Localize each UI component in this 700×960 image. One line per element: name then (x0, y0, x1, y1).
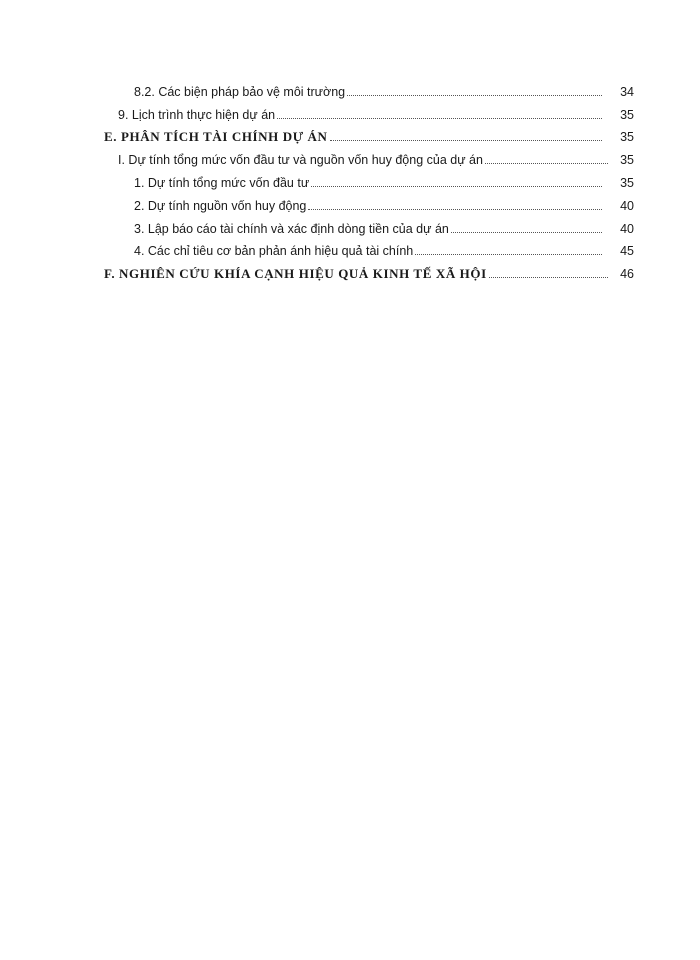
toc-entry-title: I. Dự tính tổng mức vốn đầu tư và nguồn vốn huy động của dự án (118, 153, 483, 168)
toc-entry[interactable] (0, 193, 700, 216)
toc-entry-title: 4. Các chỉ tiêu cơ bản phản ánh hiệu quả tài chính (134, 244, 414, 259)
toc-entry-title: 2. Dự tính nguồn vốn huy động (134, 198, 307, 213)
toc-leader-dots (308, 209, 602, 210)
toc-leader-dots (489, 277, 608, 278)
table-of-contents (0, 79, 700, 284)
toc-leader-dots (311, 186, 602, 187)
toc-entry-page: 46 (620, 267, 634, 282)
toc-entry-page: 35 (620, 175, 634, 190)
toc-entry[interactable] (0, 147, 700, 170)
toc-entry-page: 40 (620, 198, 634, 213)
toc-section-heading[interactable] (0, 125, 700, 148)
toc-entry-title: E. PHÂN TÍCH TÀI CHÍNH DỰ ÁN (104, 129, 328, 145)
toc-entry-page: 35 (620, 107, 634, 122)
toc-entry-page: 40 (620, 221, 634, 236)
toc-entry-title: 9. Lịch trình thực hiện dự án (118, 107, 276, 122)
toc-leader-dots (415, 254, 602, 255)
toc-entry-page: 35 (620, 130, 634, 145)
toc-entry-page: 35 (620, 153, 634, 168)
toc-entry[interactable] (0, 216, 700, 239)
toc-leader-dots (451, 232, 602, 233)
toc-entry[interactable] (0, 79, 700, 102)
toc-leader-dots (347, 95, 602, 96)
toc-entry[interactable] (0, 239, 700, 262)
toc-entry[interactable] (0, 102, 700, 125)
toc-entry-title: 1. Dự tính tổng mức vốn đầu tư (134, 175, 310, 190)
toc-entry-title: 3. Lập báo cáo tài chính và xác định dòng tiền của dự án (134, 221, 449, 236)
toc-entry-page: 45 (620, 244, 634, 259)
toc-entry-page: 34 (620, 84, 634, 99)
toc-entry-title: 8.2. Các biện pháp bảo vệ môi trường (134, 84, 346, 99)
toc-leader-dots (277, 118, 602, 119)
toc-leader-dots (330, 140, 603, 141)
toc-section-heading[interactable] (0, 261, 700, 284)
toc-entry[interactable] (0, 170, 700, 193)
toc-entry-title: F. NGHIÊN CỨU KHÍA CẠNH HIỆU QUẢ KINH TẾ XÃ HỘI (104, 266, 487, 282)
toc-leader-dots (485, 163, 608, 164)
